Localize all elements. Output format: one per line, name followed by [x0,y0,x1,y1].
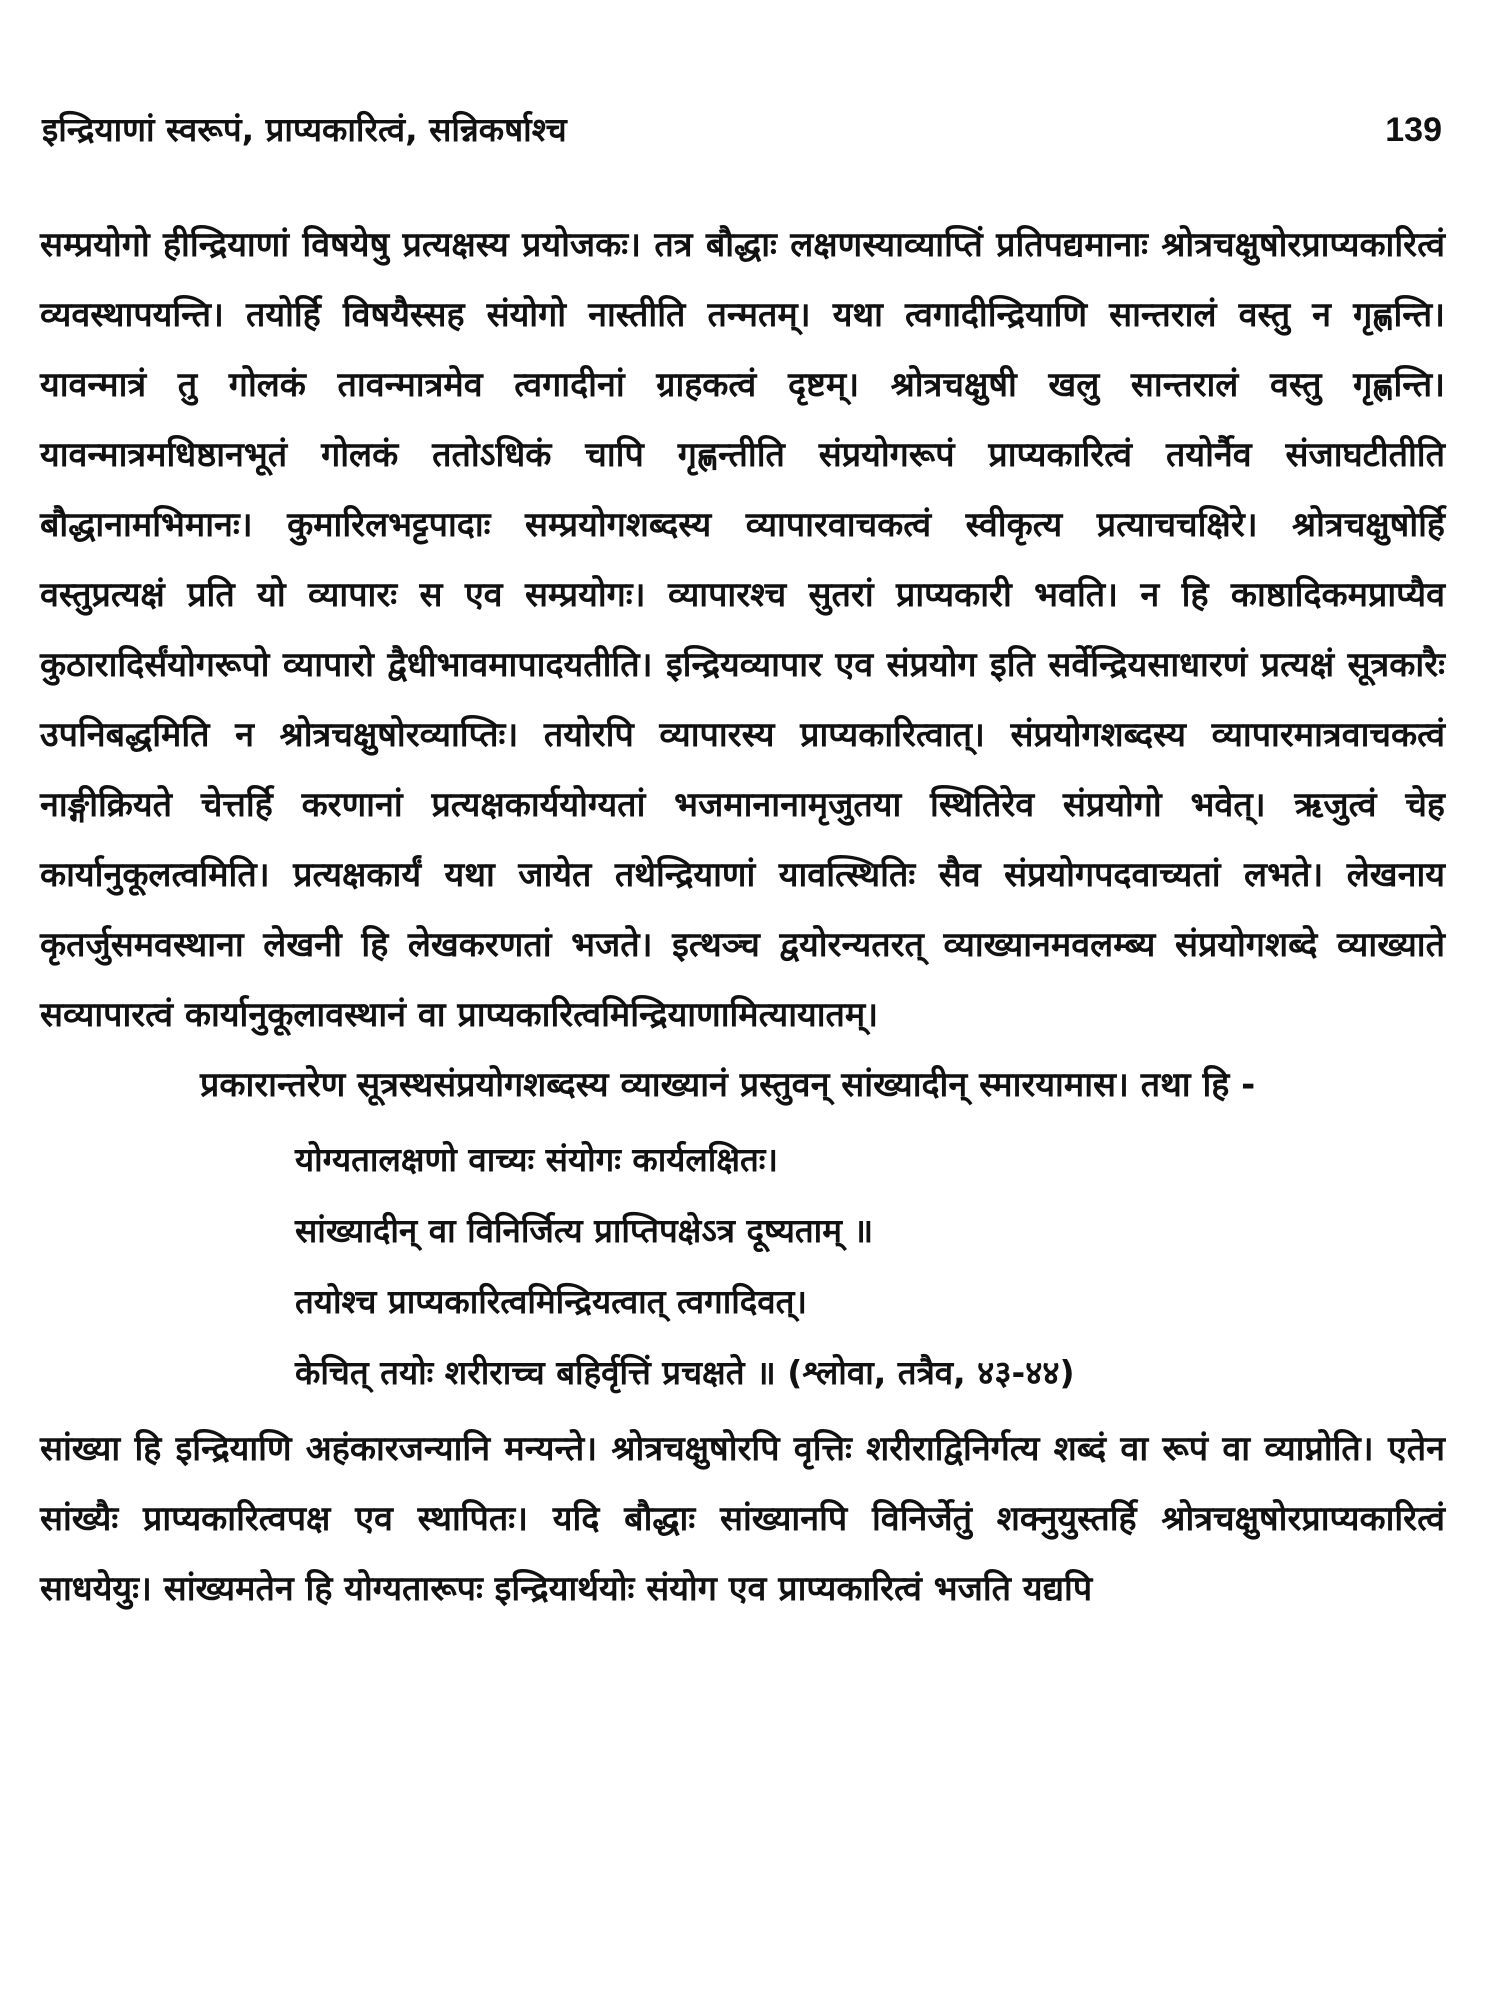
paragraph-2: प्रकारान्तरेण सूत्रस्थसंप्रयोगशब्दस्य व्याख्यानं प्रस्तुवन् सांख्यादीन् स्मारयामास। तथा हि - [200,1065,1256,1105]
paragraph-1: सम्प्रयोगो हीन्द्रियाणां विषयेषु प्रत्यक्षस्य प्रयोजकः। तत्र बौद्धाः लक्षणस्याव्याप्तिं प्रतिपद्यमानाः श्रोत्रचक्षुषोरप्राप्यकारित्वं व्यवस्थापयन्ति। तयोर्हि विषयैस्सह संयोगो नास्तीति तन्मतम्। यथा त्वगादीन्द्रियाणि सान्तरालं वस्तु न गृह्णन्ति। यावन्मात्रं तु गोलकं तावन्मात्रमेव त्वगादीनां ग्राहकत्वं दृष्टम्। श्रोत्रचक्षुषी खलु सान्तरालं वस्तु गृह्णन्ति। यावन्मात्रमधिष्ठानभूतं गोलकं ततोऽधिकं चापि गृह्णन्तीति संप्रयोगरूपं प्राप्यकारित्वं तयोर्नैव संजाघटीतीति बौद्धानामभिमानः। कुमारिलभट्टपादाः सम्प्रयोगशब्दस्य व्यापारवाचकत्वं स्वीकृत्य प्रत्याचचक्षिरे। श्रोत्रचक्षुषोर्हि वस्तुप्रत्यक्षं प्रति यो व्यापारः स एव सम्प्रयोगः। व्यापारश्च सुतरां प्राप्यकारी भवति। न हि काष्ठादिकमप्राप्यैव कुठारादिर्संयोगरूपो व्यापारो द्वैधीभावमापादयतीति। इन्द्रियव्यापार एव संप्रयोग इति सर्वेन्द्रियसाधारणं प्रत्यक्षं सूत्रकारैः उपनिबद्धमिति न श्रोत्रचक्षुषोरव्याप्तिः। तयोरपि व्यापारस्य प्राप्यकारित्वात्। संप्रयोगशब्दस्य व्यापारमात्रवाचकत्वं नाङ्गीक्रियते चेत्तर्हि करणानां प्रत्यक्षकार्ययोग्यतां भजमानानामृजुतया स्थितिरेव संप्रयोगो भवेत्। ऋजुत्वं चेह कार्यानुकूलत्वमिति। प्रत्यक्षकार्यं यथा जायेत तथेन्द्रियाणां यावत्स्थितिः सैव संप्रयोगपदवाच्यतां लभते। लेखनाय कृतर्जुसमवस्थाना लेखनी हि लेखकरणतां भजते। इत्थञ्च द्वयोरन्यतरत् व्याख्यानमवलम्ब्य संप्रयोगशब्दे व्याख्याते सव्यापारत्वं कार्यानुकूलावस्थानं वा प्राप्यकारित्वमिन्द्रियाणामित्यायातम्। [40,225,1445,1035]
page-number: 139 [1385,111,1442,149]
verse-line-3: तयोश्च प्राप्यकारित्वमिन्द्रियत्वात् त्वगादिवत्। [295,1282,807,1321]
paragraph-3: सांख्या हि इन्द्रियाणि अहंकारजन्यानि मन्यन्ते। श्रोत्रचक्षुषोरपि वृत्तिः शरीराद्विनिर्गत्य शब्दं वा रूपं वा व्याप्नोति। एतेन सांख्यैः प्राप्यकारित्वपक्ष एव स्थापितः। यदि बौद्धाः सांख्यानपि विनिर्जेतुं शक्नुयुस्तर्हि श्रोत्रचक्षुषोरप्राप्यकारित्वं साधयेयुः। सांख्यमतेन हि योग्यतारूपः इन्द्रियार्थयोः संयोग एव प्राप्यकारित्वं भजति यद्यपि [40,1429,1445,1609]
verse-line-4: केचित् तयोः शरीराच्च बहिर्वृत्तिं प्रचक्षते ॥ (श्लोवा, तत्रैव, ४३-४४) [295,1353,1075,1392]
verse-line-2: सांख्यादीन् वा विनिर्जित्य प्राप्तिपक्षेऽत्र दूष्यताम् ॥ [295,1211,874,1250]
verse-line-1: योग्यतालक्षणो वाच्यः संयोगः कार्यलक्षितः। [295,1140,778,1179]
verse-quotation [40,1124,1445,1408]
running-title: इन्द्रियाणां स्वरूपं, प्राप्यकारित्वं, सन्निकर्षाश्च [42,110,567,149]
page-body [40,210,1445,1624]
